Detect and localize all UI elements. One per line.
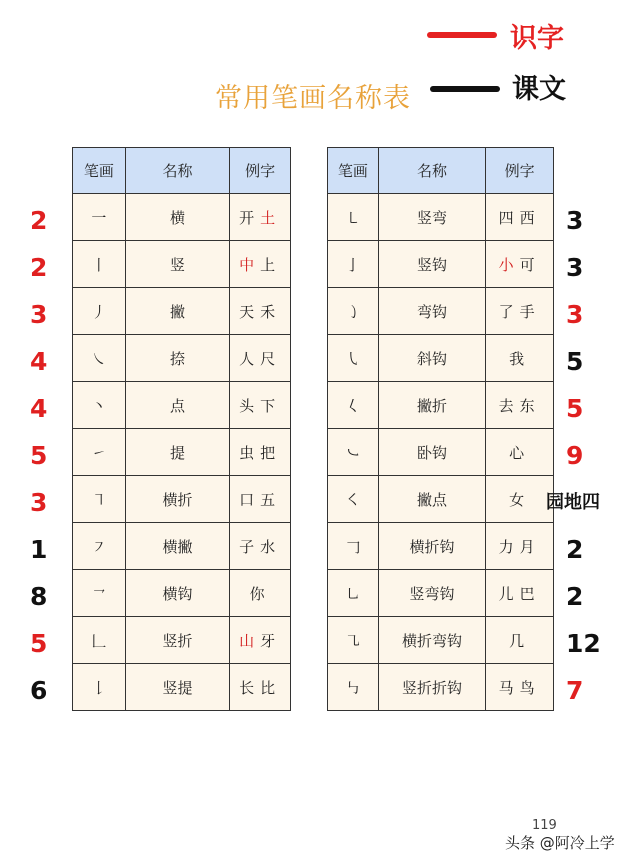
- stroke-name-cell: 竖折折钩: [378, 664, 485, 711]
- extra-note: 园地四: [546, 492, 600, 513]
- stroke-count-number: 7: [566, 676, 584, 705]
- example-char: 你: [249, 584, 271, 603]
- table-row: [73, 429, 291, 476]
- stroke-name-cell: 捺: [125, 335, 229, 382]
- stroke-name-cell: 横: [125, 194, 229, 241]
- example-char: 中: [239, 255, 261, 274]
- example-char: 口: [239, 490, 261, 509]
- watermark: 头条 @阿冷上学: [505, 834, 615, 852]
- example-char: 月: [519, 537, 541, 556]
- stroke-cell: 亅: [328, 241, 379, 288]
- stroke-count-number: 8: [30, 582, 48, 611]
- table-row: [73, 523, 291, 570]
- table-row: [328, 429, 554, 476]
- example-char: 五: [260, 490, 282, 509]
- stroke-count-number: 2: [30, 253, 48, 282]
- example-char: 长: [239, 678, 261, 697]
- stroke-count-number: 1: [30, 535, 48, 564]
- header-name: 名称: [125, 148, 229, 194]
- table-row: [328, 617, 554, 664]
- example-char: 山: [239, 631, 261, 650]
- example-char: 禾: [260, 302, 282, 321]
- stroke-name-cell: 竖钩: [378, 241, 485, 288]
- example-char: 手: [519, 302, 541, 321]
- stroke-name-cell: 弯钩: [378, 288, 485, 335]
- stroke-count-number: 3: [30, 488, 48, 517]
- stroke-name-cell: 横折: [125, 476, 229, 523]
- table-row: [328, 523, 554, 570]
- stroke-cell: 丨: [73, 241, 126, 288]
- example-char: 巴: [519, 584, 541, 603]
- table-row: [328, 288, 554, 335]
- legend-line-red: [427, 32, 497, 38]
- stroke-name-cell: 横撇: [125, 523, 229, 570]
- stroke-count-number: 4: [30, 394, 48, 423]
- stroke-count-number: 2: [566, 582, 584, 611]
- table-row: [73, 382, 291, 429]
- example-cell: [486, 476, 554, 523]
- stroke-name-cell: 提: [125, 429, 229, 476]
- table-row: [73, 241, 291, 288]
- example-cell: [486, 617, 554, 664]
- example-char: 鸟: [519, 678, 541, 697]
- stroke-name-cell: 横折弯钩: [378, 617, 485, 664]
- stroke-name-cell: 横钩: [125, 570, 229, 617]
- example-char: 头: [239, 396, 261, 415]
- example-char: 上: [260, 255, 282, 274]
- example-char: 比: [260, 678, 282, 697]
- page-number: 119: [532, 818, 557, 833]
- stroke-cell: ㇇: [73, 523, 126, 570]
- stroke-cell: ㇏: [73, 335, 126, 382]
- example-cell: [486, 288, 554, 335]
- stroke-cell: ㇖: [73, 570, 126, 617]
- stroke-cell: ㇄: [328, 194, 379, 241]
- table-row: [328, 241, 554, 288]
- header-example: 例字: [486, 148, 554, 194]
- example-char: 女: [509, 490, 531, 509]
- stroke-cell: ㇟: [328, 570, 379, 617]
- stroke-name-cell: 竖折: [125, 617, 229, 664]
- example-cell: [486, 664, 554, 711]
- stroke-count-number: 5: [566, 347, 584, 376]
- stroke-cell: 丿: [73, 288, 126, 335]
- stroke-name-cell: 竖弯: [378, 194, 485, 241]
- example-cell: [230, 570, 291, 617]
- example-char: 西: [519, 208, 541, 227]
- stroke-cell: ㇂: [328, 335, 379, 382]
- stroke-cell: ㇕: [73, 476, 126, 523]
- stroke-cell: ㇈: [328, 617, 379, 664]
- table-row: [328, 664, 554, 711]
- stroke-cell: 一: [73, 194, 126, 241]
- table-row: [73, 617, 291, 664]
- example-char: 虫: [239, 443, 261, 462]
- stroke-cell: 𠄌: [73, 664, 126, 711]
- example-char: 心: [509, 443, 531, 462]
- legend-label-kewen: 课文: [512, 74, 566, 105]
- stroke-count-number: 3: [566, 253, 584, 282]
- example-cell: [486, 382, 554, 429]
- stroke-count-number: 3: [566, 300, 584, 329]
- example-cell: [230, 382, 291, 429]
- example-cell: [230, 288, 291, 335]
- table-row: [73, 194, 291, 241]
- example-cell: [230, 241, 291, 288]
- stroke-name-cell: 撇: [125, 288, 229, 335]
- header-name: 名称: [378, 148, 485, 194]
- stroke-count-number: 4: [30, 347, 48, 376]
- table-row: [328, 476, 554, 523]
- stroke-count-number: 3: [566, 206, 584, 235]
- example-char: 几: [509, 631, 531, 650]
- header-stroke: 笔画: [328, 148, 379, 194]
- table-row: [73, 335, 291, 382]
- table-row: [328, 382, 554, 429]
- table-row: [73, 664, 291, 711]
- example-char: 去: [498, 396, 520, 415]
- stroke-name-cell: 卧钩: [378, 429, 485, 476]
- stroke-cell: ㇛: [328, 476, 379, 523]
- example-cell: [230, 476, 291, 523]
- example-char: 力: [498, 537, 520, 556]
- example-char: 小: [498, 255, 520, 274]
- legend-line-black: [430, 86, 500, 92]
- stroke-count-number: 5: [566, 394, 584, 423]
- stroke-cell: 𠃊: [73, 617, 126, 664]
- stroke-count-number: 3: [30, 300, 48, 329]
- stroke-name-cell: 点: [125, 382, 229, 429]
- stroke-count-number: 5: [30, 629, 48, 658]
- example-char: 水: [260, 537, 282, 556]
- example-char: 东: [519, 396, 541, 415]
- example-cell: [230, 523, 291, 570]
- stroke-name-cell: 竖弯钩: [378, 570, 485, 617]
- stroke-count-number: 2: [566, 535, 584, 564]
- example-cell: [230, 617, 291, 664]
- example-char: 儿: [498, 584, 520, 603]
- example-cell: [486, 429, 554, 476]
- stroke-name-cell: 撇折: [378, 382, 485, 429]
- example-char: 尺: [260, 349, 282, 368]
- example-cell: [486, 570, 554, 617]
- example-cell: [486, 523, 554, 570]
- example-cell: [230, 194, 291, 241]
- example-char: 我: [509, 349, 531, 368]
- example-char: 下: [260, 396, 282, 415]
- stroke-name-cell: 竖提: [125, 664, 229, 711]
- example-cell: [486, 241, 554, 288]
- stroke-cell: ㇁: [328, 288, 379, 335]
- example-char: 把: [260, 443, 282, 462]
- stroke-count-number: 6: [30, 676, 48, 705]
- stroke-name-cell: 斜钩: [378, 335, 485, 382]
- stroke-name-cell: 竖: [125, 241, 229, 288]
- page-title: 常用笔画名称表: [215, 83, 411, 114]
- table-row: [328, 335, 554, 382]
- table-row: [73, 570, 291, 617]
- stroke-table-left: [72, 147, 291, 711]
- header-stroke: 笔画: [73, 148, 126, 194]
- stroke-cell: ㇉: [328, 664, 379, 711]
- example-cell: [230, 664, 291, 711]
- header-example: 例字: [230, 148, 291, 194]
- example-char: 马: [498, 678, 520, 697]
- stroke-count-number: 5: [30, 441, 48, 470]
- example-cell: [230, 429, 291, 476]
- stroke-count-number: 2: [30, 206, 48, 235]
- table-row: [328, 570, 554, 617]
- example-char: 天: [239, 302, 261, 321]
- example-char: 四: [498, 208, 520, 227]
- stroke-cell: ㇃: [328, 429, 379, 476]
- stroke-count-number: 12: [566, 629, 601, 658]
- table-row: [328, 194, 554, 241]
- stroke-name-cell: 撇点: [378, 476, 485, 523]
- example-char: 了: [498, 302, 520, 321]
- stroke-cell: ㇀: [73, 429, 126, 476]
- example-cell: [230, 335, 291, 382]
- example-cell: [486, 335, 554, 382]
- stroke-cell: 丶: [73, 382, 126, 429]
- example-char: 可: [519, 255, 541, 274]
- example-char: 牙: [260, 631, 282, 650]
- example-char: 开: [239, 208, 261, 227]
- example-char: 土: [260, 208, 282, 227]
- stroke-count-number: 9: [566, 441, 584, 470]
- stroke-cell: 𡿨: [328, 382, 379, 429]
- table-row: [73, 288, 291, 335]
- stroke-name-cell: 横折钩: [378, 523, 485, 570]
- example-char: 人: [239, 349, 261, 368]
- example-cell: [486, 194, 554, 241]
- table-row: [73, 476, 291, 523]
- stroke-table-right: [327, 147, 554, 711]
- stroke-cell: 𠃌: [328, 523, 379, 570]
- example-char: 子: [239, 537, 261, 556]
- legend-label-shizi: 识字: [510, 23, 564, 54]
